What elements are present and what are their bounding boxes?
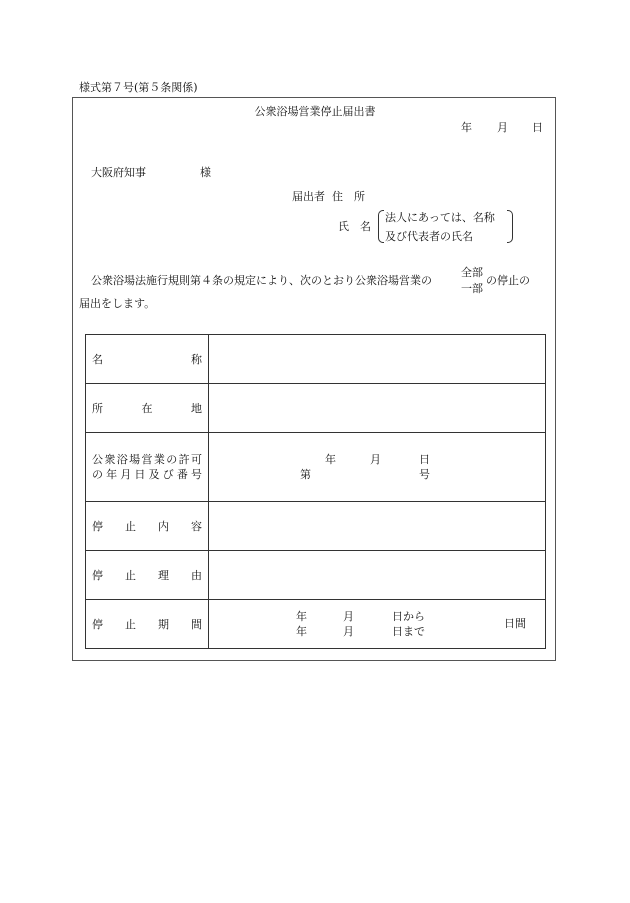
suspension-reason-row-label [86, 551, 209, 600]
corporate-note-line1: 法人にあっては、名称 [385, 211, 495, 224]
label-char: 止 [125, 568, 136, 582]
label-char: 由 [191, 568, 202, 582]
justified-label [92, 452, 202, 467]
period-from-day-label: 日から [392, 610, 425, 623]
label-char: 公 [92, 453, 103, 466]
label-char: 浴 [116, 453, 128, 466]
label-char: 停 [92, 568, 103, 582]
name-row-label [86, 335, 209, 384]
label-char: 営 [141, 453, 153, 466]
option-part: 一部 [461, 282, 483, 295]
label-char: 月 [120, 468, 132, 481]
justified-label [92, 467, 202, 482]
justified-label [92, 568, 202, 583]
address-label: 住 所 [332, 190, 365, 203]
label-char: 容 [191, 519, 202, 533]
body-text-line1-end: の停止の [486, 274, 530, 287]
period-to-year-label: 年 [296, 625, 307, 638]
table-row [86, 600, 546, 649]
left-bracket [378, 210, 384, 243]
label-char: 期 [158, 617, 169, 631]
suspension-content-value-cell[interactable] [209, 502, 546, 551]
suspension-period-value-cell[interactable] [209, 600, 546, 649]
label-char: 称 [191, 352, 202, 366]
permit-year-label: 年 [325, 453, 336, 466]
period-days-label: 日間 [504, 617, 526, 630]
table-row [86, 433, 546, 502]
table-row [86, 384, 546, 433]
location-value-cell[interactable] [209, 384, 546, 433]
label-char: の [166, 453, 178, 466]
label-char: 号 [190, 468, 202, 481]
label-char: 年 [106, 468, 118, 481]
permit-number-suffix: 号 [419, 468, 430, 481]
permit-value-cell[interactable] [209, 433, 546, 502]
justified-label [92, 617, 202, 632]
period-to-day-label: 日まで [392, 625, 425, 638]
option-all: 全部 [461, 266, 483, 279]
label-char: 止 [125, 519, 136, 533]
location-row-label [86, 384, 209, 433]
label-char: 可 [191, 453, 202, 466]
name-value-cell[interactable] [209, 335, 546, 384]
label-char: 地 [191, 401, 202, 415]
label-char: 所 [92, 401, 103, 415]
declarant-label: 届出者 [292, 190, 325, 203]
recipient-honorific: 様 [200, 166, 211, 179]
justified-label [92, 401, 202, 416]
label-char: 理 [158, 568, 169, 582]
label-char: 衆 [104, 453, 116, 466]
label-char: 内 [158, 519, 169, 533]
period-to-month-label: 月 [343, 625, 354, 638]
date-day-label: 日 [532, 121, 543, 134]
corporate-note-line2: 及び代表者の氏名 [385, 230, 473, 243]
period-from-month-label: 月 [343, 610, 354, 623]
form-frame [72, 97, 556, 661]
right-bracket [507, 210, 513, 243]
body-text-line1: 公衆浴場法施行規則第４条の規定により、次のとおり公衆浴場営業の [91, 274, 432, 287]
permit-month-label: 月 [370, 453, 381, 466]
label-char: 日 [134, 468, 146, 481]
justified-label [92, 519, 202, 534]
suspension-reason-value-cell[interactable] [209, 551, 546, 600]
label-char: 許 [178, 453, 190, 466]
suspension-period-row-label [86, 600, 209, 649]
permit-row-label [86, 433, 209, 502]
label-char: の [92, 468, 103, 481]
table-row [86, 502, 546, 551]
label-char: 業 [153, 453, 165, 466]
label-char: 間 [191, 617, 202, 631]
suspension-content-row-label [86, 502, 209, 551]
label-char: 番 [176, 468, 188, 481]
permit-number-prefix: 第 [300, 468, 311, 481]
details-table [85, 334, 546, 649]
date-year-label: 年 [461, 121, 472, 134]
period-from-year-label: 年 [296, 610, 307, 623]
label-char: び [162, 468, 174, 481]
label-char: 停 [92, 519, 103, 533]
form-number-header: 様式第７号(第５条関係) [79, 81, 198, 94]
label-char: 及 [148, 468, 160, 481]
permit-day-label: 日 [419, 453, 430, 466]
name-label: 氏 名 [338, 220, 371, 233]
body-text-line2: 届出をします。 [79, 297, 156, 310]
label-char: 名 [92, 352, 103, 366]
label-char: 場 [129, 453, 141, 466]
table-row [86, 551, 546, 600]
label-char: 停 [92, 617, 103, 631]
date-month-label: 月 [497, 121, 508, 134]
label-char: 止 [125, 617, 136, 631]
recipient-name: 大阪府知事 [91, 166, 146, 179]
table-row [86, 335, 546, 384]
label-char: 在 [141, 401, 153, 415]
justified-label [92, 352, 202, 367]
document-title: 公衆浴場営業停止届出書 [254, 105, 376, 118]
